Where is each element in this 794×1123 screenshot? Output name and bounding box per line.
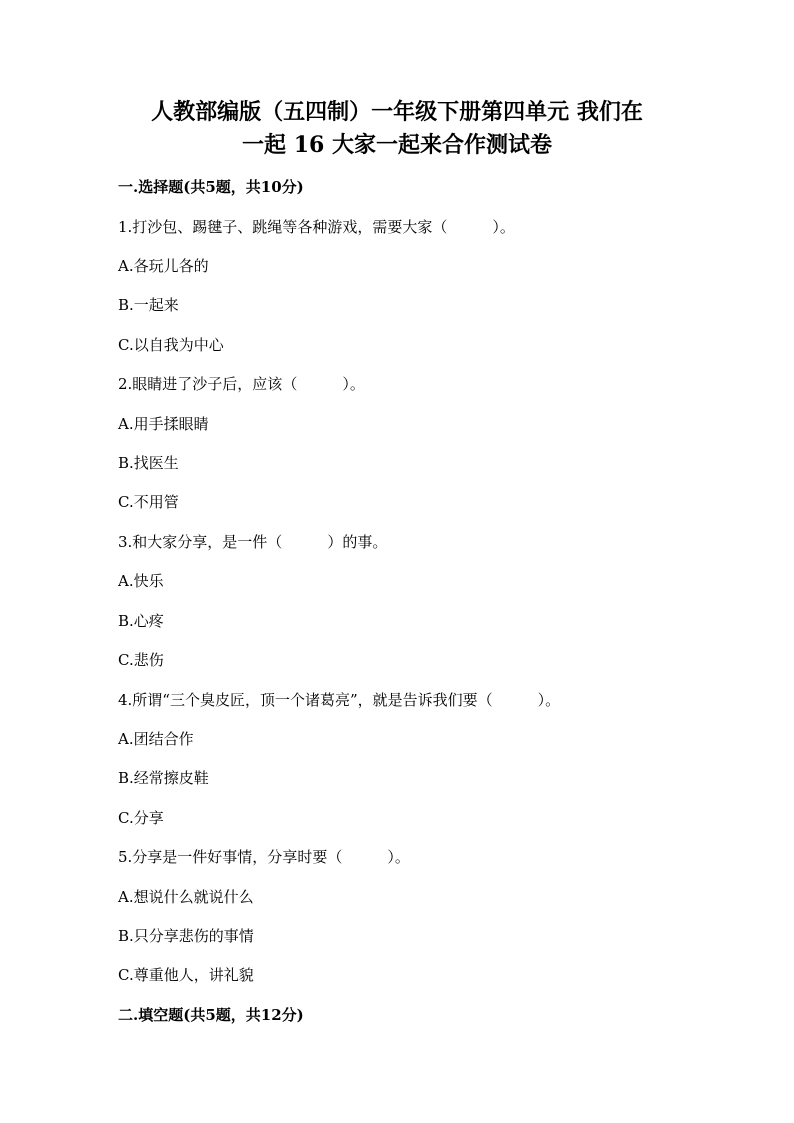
question-1-option-c: C.以自我为中心	[118, 336, 224, 354]
section-heading-choice: 一.选择题(共5题，共10分)	[118, 178, 304, 196]
question-4-stem: 4.所谓“三个臭皮匠，顶一个诸葛亮”，就是告诉我们要（ ）。	[118, 691, 561, 709]
question-4-option-c: C.分享	[118, 809, 164, 827]
question-1-option-a: A.各玩儿各的	[118, 257, 209, 275]
question-1-stem: 1.打沙包、踢毽子、跳绳等各种游戏，需要大家（ ）。	[118, 218, 515, 236]
question-5-stem: 5.分享是一件好事情，分享时要（ ）。	[118, 848, 410, 866]
question-4-option-b: B.经常擦皮鞋	[118, 769, 209, 787]
question-3-stem: 3.和大家分享，是一件（ ）的事。	[118, 533, 388, 551]
document-title-line-2: 一起 16 大家一起来合作测试卷	[242, 132, 552, 158]
question-2-option-a: A.用手揉眼睛	[118, 415, 209, 433]
question-3-option-a: A.快乐	[118, 572, 164, 590]
question-5-option-a: A.想说什么就说什么	[118, 888, 254, 906]
question-3-option-b: B.心疼	[118, 612, 164, 630]
question-2-stem: 2.眼睛进了沙子后，应该（ ）。	[118, 375, 365, 393]
question-5-option-b: B.只分享悲伤的事情	[118, 927, 254, 945]
question-5-option-c: C.尊重他人，讲礼貌	[118, 966, 254, 984]
question-4-option-a: A.团结合作	[118, 730, 194, 748]
question-2-option-b: B.找医生	[118, 454, 179, 472]
question-2-option-c: C.不用管	[118, 493, 179, 511]
question-3-option-c: C.悲伤	[118, 651, 164, 669]
section-heading-fill-in: 二.填空题(共5题，共12分)	[118, 1006, 304, 1024]
question-1-option-b: B.一起来	[118, 296, 179, 314]
document-title-line-1: 人教部编版（五四制）一年级下册第四单元 我们在	[151, 99, 643, 125]
